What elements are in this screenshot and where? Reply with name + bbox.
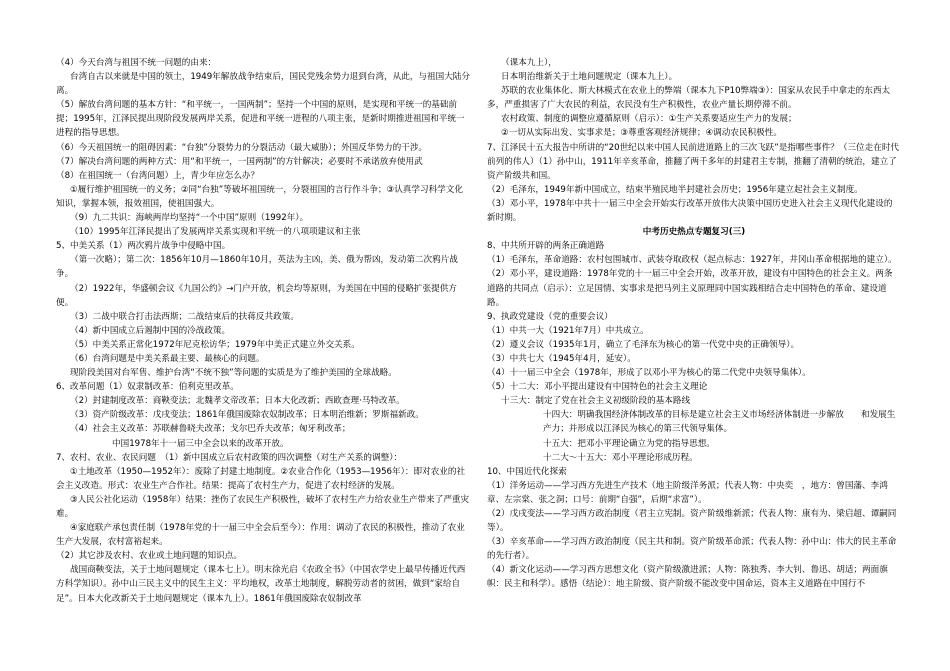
left-column-paragraph: 现阶段美国对台军售、维护台湾“不统不独”等问题的实质是为了维护美国的全球战略。 [70,368,397,379]
right-column-paragraph: （2）戊戌变法——学习西方政治制度（君主立宪制。资产阶级维新派；代表人物：康有为、梁启超、谭嗣同等）。 [487,509,897,534]
left-column-paragraph: （4）社会主义改革：苏联赫鲁晓夫改革；戈尔巴乔夫改革；匈牙利改革； [70,424,351,435]
left-column-paragraph: ③人民公社化运动（1958年）结果：挫伤了农民生产积极性，破坏了农村生产力给农业生产带来了严重灾难。 [56,494,470,519]
right-column-paragraph: （2）遵义会议（1935年1月，确立了毛泽东为核心的第一代党中央的正确领导）。 [487,339,800,350]
left-column-paragraph: ①土地改革（1950—1952年）：废除了封建土地制度。②农业合作化（1953—1956年）：即对农业的社会主义改造。形式：农业生产合作社。结果：提高了农村生产力，促进了农村经济的发展。 [56,466,466,491]
left-column-paragraph: （9）九二共识：海峡两岸均坚持“一个中国”原则（1992年）。 [70,213,309,224]
right-column-paragraph: （3）中共七大（1945年4月，延安）。 [487,353,636,364]
left-column-paragraph: （5）解放台湾问题的基本方针：“和平统一，一国两制”；坚持一个中国的原则，是实现和平统一的基础前提；1995年，江泽民提出现阶段发展两岸关系，促进和平统一进程的八项主张，是新时期推进祖国和平统一进程的指导思想。 [56,100,465,139]
right-column-paragraph: 7、江泽民十五大报告中所讲的“20世纪以来中国人民前进道路上的三次飞跃”是指哪些事件？（三位走在时代前列的伟人）（1）孙中山，1911年辛亥革命，推翻了两千多年的封建君主专制，推翻了清朝的统治，建立了资产阶级共和国。 [487,142,900,181]
right-column-paragraph: 10、中国近代化探索 [487,466,567,477]
left-column-paragraph: （8）在祖国统一（台湾问题）上，青少年应怎么办？ [56,170,260,181]
right-column-paragraph: 9、执政党建设（党的重要会议） [487,311,613,322]
left-column-paragraph: 5、中美关系（1）两次鸦片战争中侵略中国。 [56,241,231,252]
left-column-paragraph: （7）解决台湾问题的两种方式：用“和平统一，一国两制”的方针解决；必要时不承诺放弃使用武 [56,156,423,167]
left-column-paragraph: 7、农村、农业、农民问题 （1）新中国成立后农村政策的四次调整（对生产关系的调整）： [56,452,403,463]
right-column-paragraph: 十五大：把邓小平理论确立为党的指导思想。 [543,438,715,449]
right-column-paragraph: 中考历史热点专题复习(三) [642,227,746,238]
left-column-paragraph: （6）台湾问题是中美关系最主要、最核心的问题。 [70,353,265,364]
right-column-paragraph: （2）邓小平，建设道路：1978年党的十一届三中全会开始，改革开放，建设有中国特色的社会主义。两条道路的共同点（启示）：立足国情、实事求是把马列主义原理同中国实践相结合走中国特色的革命、建设道路。 [487,269,893,308]
right-column-paragraph: （3）邓小平，1978年中共十一届三中全会开始实行改革开放伟大决策中国历史进入社会主义现代化建设的新时期。 [487,198,893,224]
left-column-paragraph: 6、改革问题（1）奴隶制改革：伯利克里改革。 [56,382,239,393]
left-column-paragraph: 中国1978年十一届三中全会以来的改革开放。 [112,438,289,449]
right-column-paragraph: 十三大：制定了党在社会主义初级阶段的基本路线 [501,396,691,407]
left-column-paragraph: （10）1995年江泽民提出了发展两岸关系实现和平统一的八项项建议和主张 [70,227,361,238]
right-column-paragraph: （5）十二大：邓小平提出建设有中国特色的社会主义理论 [487,382,708,393]
right-column-paragraph: ②一切从实际出发、实事求是；③尊重客观经济规律；④调动农民积极性。 [501,128,782,139]
left-column [56,56,470,606]
right-column-paragraph: （4）新文化运动——学习西方思想文化（资产阶级激进派；人物：陈独秀、李大钊、鲁迅、胡适；两面旗帜：民主和科学）。感悟（结论）：地主阶级、资产阶级不能改变中国命运，资本主义道路在中国行不 [487,565,888,590]
right-column-paragraph: （2）毛泽东，1949年新中国成立，结束半殖民地半封建社会历史；1956年建立起社会主义制度。 [487,184,863,195]
right-column-paragraph: （4）十一届三中全会（1978年，形成了以邓小平为核心的第二代党中央领导集体）。 [487,368,811,379]
left-column-paragraph: （6）今天祖国统一的阻碍因素：“台独”分裂势力的分裂活动（最大威胁）；外国反华势力的干涉。 [56,142,428,153]
right-column-paragraph: 日本明治维新关于土地问题规定（课本九上）。 [501,72,678,83]
left-column-paragraph: ④家庭联产承包责任制（1978年党的十一届三中全会后至今）：作用：调动了农民的积极性，推动了农业生产大发展，农村富裕起来。 [56,523,465,548]
right-column-paragraph: （1）洋务运动——学习西方先进生产技术（地主阶级洋务派；代表人物：中央奕 ，地方：曾国藩、李鸿章、左宗棠、张之洞；口号：前期“自强”，后期“求富”）。 [487,480,888,505]
right-column-paragraph: 十二大～十五大：邓小平理论形成历程。 [543,452,698,463]
left-column-paragraph: （2）其它涉及农村、农业或土地问题的知识点。 [56,551,242,562]
right-column-paragraph: （1）毛泽东，革命道路：农村包围城市、武装夺取政权（起点标志：1927年，井冈山革命根据地的建立）。 [487,255,897,266]
right-column-paragraph: 苏联的农业集体化、斯大林模式在农业上的弊端（课本九下P10弊端③）：国家从农民手中拿走的东西太多，严重损害了广大农民的利益，农民没有生产积极性，农业产量长期停滞不前。 [487,86,891,111]
right-column-paragraph: （1）中共一大（1921年7月）中共成立。 [487,325,649,336]
left-column-paragraph: （3）资产阶级改革：戊戌变法；1861年俄国废除农奴制改革；日本明治维新；罗斯福新政。 [70,410,424,421]
left-column-paragraph: （4）今天台湾与祖国不统一问题的由来： [56,58,217,68]
left-column-paragraph: 战国商鞅变法，关于土地问题规定（课本七上）。明末徐光启《农政全书》（中国农学史上最早传播近代西方科学知识）。孙中山三民主义中的民生主义：平均地权，改革土地制度，解脱劳动者的贫困，做到“家给自足”。日本大化改新关于土地问题规定（课本九上）。1861年俄国废除农奴制改革 [56,565,466,604]
left-column-paragraph: （4）新中国成立后遏制中国的冷战政策。 [70,325,231,336]
right-column-paragraph: 农村政策、制度的调整应遵循原则（启示）：①生产关系要适应生产力的发展； [501,114,797,125]
left-column-paragraph: ①履行维护祖国统一的义务；②同“台独”等破坏祖国统一，分裂祖国的言行作斗争；③认真学习科学文化知识，掌握本领，报效祖国，使祖国强大。 [56,184,463,209]
right-column-paragraph: （课本九上）， [501,58,557,68]
left-column-paragraph: （2）1922年，华盛顿会议《九国公约》→门户开放，机会均等原则，为美国在中国的侵略扩张提供方便。 [56,283,457,308]
right-column-paragraph: （3）辛亥革命——学习西方政治制度（民主共和制。资产阶级革命派；代表人物：孙中山：伟大的民主革命的先行者）。 [487,537,897,562]
left-column-paragraph: （第一次略）；第二次：1856年10月—1860年10月，英法为主凶，美、俄为帮凶，发动第二次鸦片战争。 [56,255,458,280]
left-column-paragraph: （5）中美关系正常化1972年尼克松访华；1979年中美正式建立外交关系。 [70,339,360,350]
right-column-paragraph: 8、中共所开辟的两条正确道路 [487,241,605,252]
left-column-paragraph: （3）二战中联合打击法西斯；二战结束后的扶蒋反共政策。 [70,311,299,322]
left-column-paragraph: （2）封建制度改革：商鞅变法；北魏孝文帝改革；日本大化改新；西欧查理·马特改革。 [70,396,405,407]
right-column-paragraph: 十四大：明确我国经济体制改革的目标是建立社会主义市场经济体制进一步解放 和发展生产力；并形成以江泽民为核心的第三代领导集体。 [543,410,896,435]
left-column-paragraph: 台湾自古以来就是中国的领土，1949年解放战争结束后，国民党残余势力退到台湾，从此，与祖国大陆分离。 [56,72,470,97]
right-column [487,56,901,592]
